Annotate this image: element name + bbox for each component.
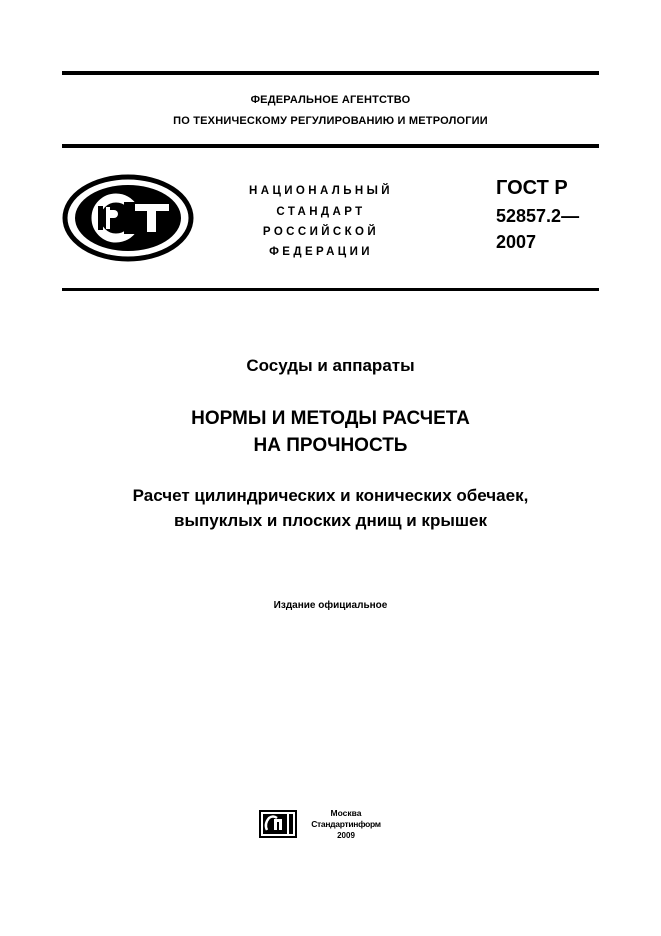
agency-line-2: ПО ТЕХНИЧЕСКОМУ РЕГУЛИРОВАНИЮ И МЕТРОЛОГИИ: [173, 115, 488, 127]
document-description-line-1: Расчет цилиндрических и конических обечаек,: [132, 486, 529, 505]
national-standard-line-3: РОССИЙСКОЙ: [262, 226, 380, 238]
document-description-line-2: выпуклых и плоских днищ и крышек: [174, 511, 487, 530]
standard-code-line-2: 52857.2—: [496, 206, 580, 226]
standard-code-line-3: 2007: [496, 232, 537, 252]
top-rule: [62, 71, 599, 75]
middle-rule: [62, 144, 599, 148]
agency-line-1: ФЕДЕРАЛЬНОЕ АГЕНТСТВО: [250, 94, 411, 106]
publisher-city: Москва: [330, 808, 362, 818]
national-standard-line-2: СТАНДАРТ: [276, 206, 366, 218]
edition-label: Издание официальное: [273, 600, 388, 611]
lower-rule: [62, 288, 599, 291]
document-subtitle: Сосуды и аппараты: [246, 356, 415, 375]
standartinform-logo-icon: [259, 810, 297, 838]
standard-code-line-1: ГОСТ Р: [496, 177, 568, 199]
document-title-line-2: НА ПРОЧНОСТЬ: [253, 435, 408, 456]
gost-r-logo-icon: [62, 174, 194, 262]
national-standard-line-1: НАЦИОНАЛЬНЫЙ: [249, 185, 393, 197]
national-standard-line-4: ФЕДЕРАЦИИ: [269, 246, 373, 258]
publisher-name: Стандартинформ: [311, 819, 381, 829]
document-title-line-1: НОРМЫ И МЕТОДЫ РАСЧЕТА: [191, 408, 470, 429]
publication-year: 2009: [337, 831, 355, 840]
